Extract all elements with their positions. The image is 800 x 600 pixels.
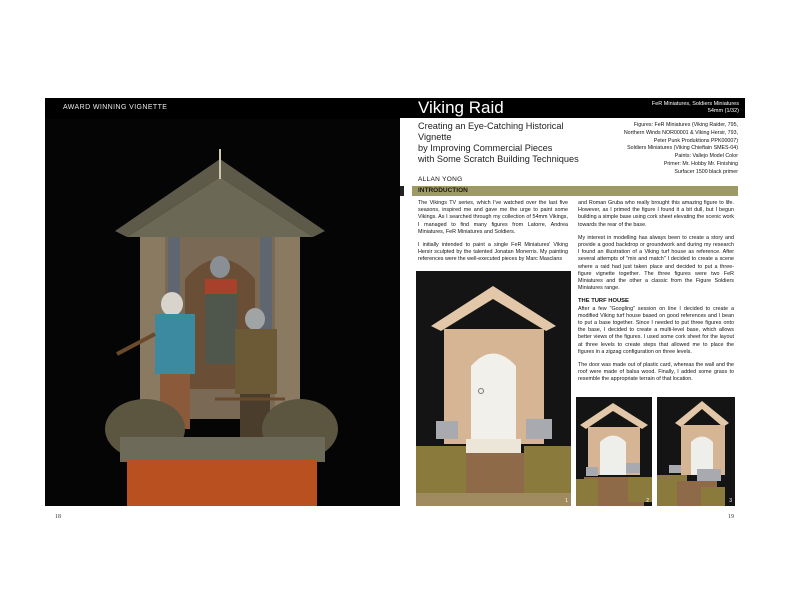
paragraph: My interest in modelling has always been to create a story and provide a good backdrop or groundwork and during my research I found an illustration of a Viking turf house as reference. After several attempts of "mix and match" I decided to create a scene where a raid had just taken place and decided to put a three-figure vignette together. The three figures were two FeR Miniatures and the other a classic from the Figure Soldiers Miniatures range. bbox=[578, 234, 734, 292]
turf-house-angle-illustration bbox=[576, 397, 652, 506]
paragraph: I initially intended to paint a single FeR Miniatures' Viking Hersir sculpted by the talented Jonatan Monerris. My painting references were the well-executed pieces by Marc Masclans bbox=[418, 242, 568, 263]
figure-specs: Figures: FeR Miniatures (Viking Raider, 795, Northern Winds NOR00001 & Viking Hersir, 793, Peter Punk Produktions PPK00007) Soldiers Miniatures (Viking Chieftain SMES-04) Paints: Vallejo Model Color Primer: Mr. Hobby Mr. Finishing Surfacer 1500 black primer bbox=[623, 122, 738, 175]
photo-number: 1 bbox=[565, 498, 568, 504]
main-vignette-photo bbox=[45, 119, 400, 506]
body-column-1 bbox=[418, 200, 568, 270]
turf-house-build-illustration bbox=[416, 271, 571, 506]
page-number-left: 18 bbox=[55, 514, 61, 520]
build-photo-3 bbox=[657, 397, 735, 506]
author-byline: ALLAN YONG bbox=[418, 176, 463, 183]
section-heading-bar bbox=[412, 186, 738, 196]
build-photo-1 bbox=[416, 271, 571, 506]
turf-house-side-illustration bbox=[657, 397, 735, 506]
page-number-right: 19 bbox=[728, 514, 734, 520]
section-heading: INTRODUCTION bbox=[418, 187, 468, 194]
paragraph: The door was made out of plastic card, whereas the wall and the roof were made of balsa wood. Finally, I added some grass to resemble the appropriate terrain of that location. bbox=[578, 362, 734, 383]
kit-info: FeR Miniatures, Soldiers Miniatures 54mm (1/32) bbox=[651, 101, 739, 114]
paragraph: and Roman Gruba who really brought this amazing figure to life. However, as I primed the figure I found it a bit dull, but I begun building a simple base using cork sheet elevating the scenic work towards the rear of the base. bbox=[578, 200, 734, 228]
body-column-2 bbox=[578, 200, 734, 390]
article-subtitle: Creating an Eye-Catching Historical Vignette by Improving Commercial Pieces with Some Scratch Building Techniques bbox=[418, 121, 579, 164]
paragraph: After a few "Googling" session on line I decided to create a modified Viking turf house based on good references and I bean to put a base together. Since I needed to put three figures onto the base, I decided to create a multi-level base, which allows better views of the figures. I used some cork sheet for the layout at three levels to create steps that allowed me to place the figures in a zigzag configuration on three levels. bbox=[578, 305, 734, 355]
subsection-heading: THE TURF HOUSE bbox=[578, 298, 629, 305]
paragraph: The Vikings TV series, which I've watched over the last five seasons, inspired me and gave me the urge to paint some Vikings. As I searched through my collection of 54mm Vikings, I managed to find many figures from Latorre, Andrea Miniatures, FeR Miniatures and Soldiers. bbox=[418, 200, 568, 235]
title-band bbox=[400, 98, 745, 118]
article-title: Viking Raid bbox=[418, 98, 504, 117]
section-label: AWARD WINNING VIGNETTE bbox=[63, 104, 168, 111]
vignette-illustration bbox=[45, 119, 400, 506]
section-label-band bbox=[45, 98, 400, 119]
section-marker bbox=[400, 186, 404, 196]
build-photo-2 bbox=[576, 397, 652, 506]
photo-number: 2 bbox=[646, 498, 649, 504]
photo-number: 3 bbox=[729, 498, 732, 504]
